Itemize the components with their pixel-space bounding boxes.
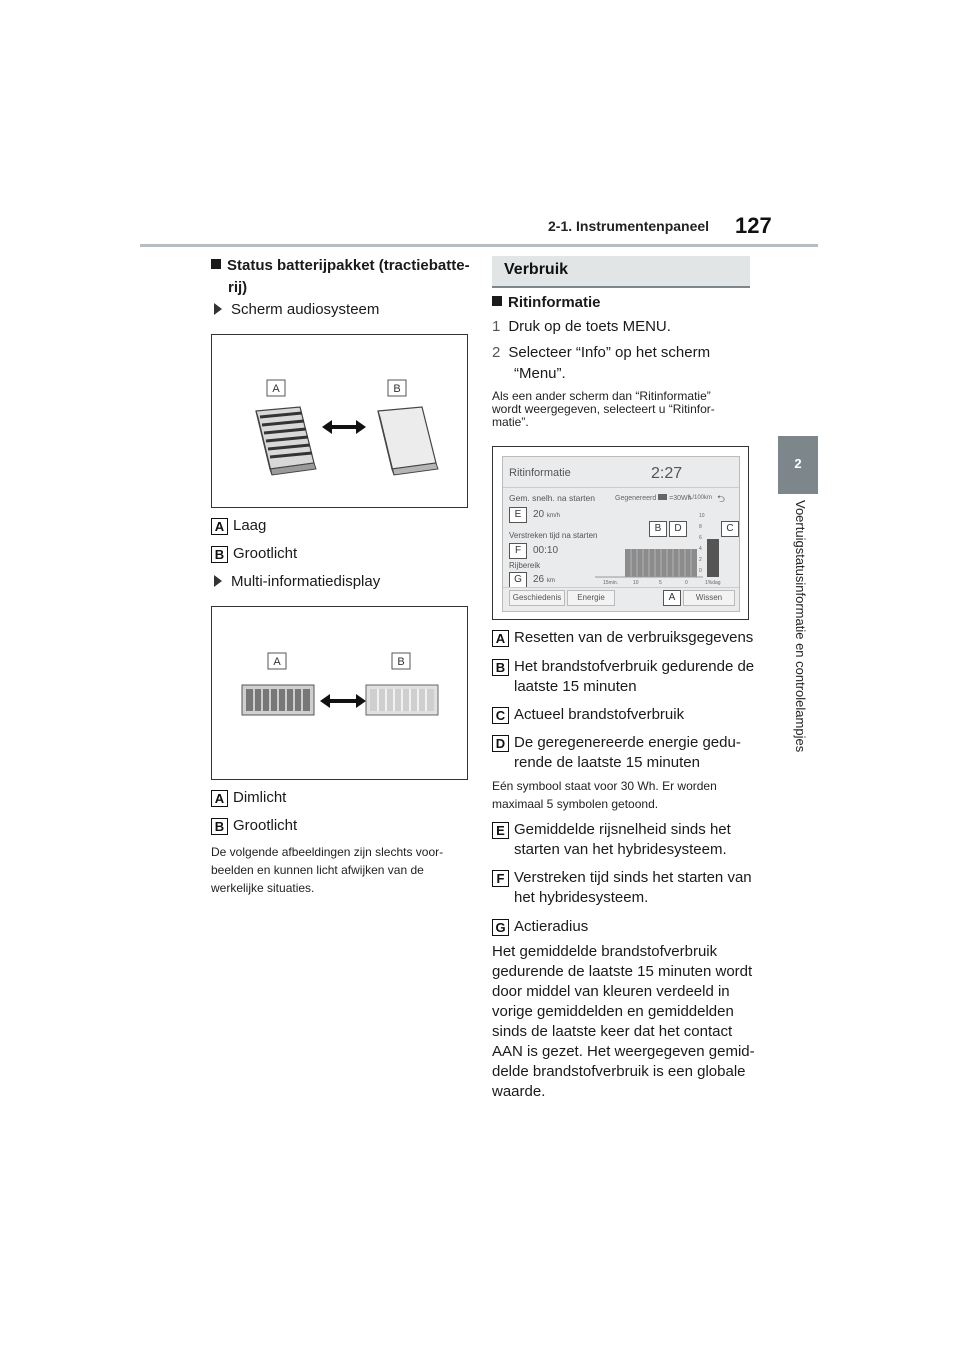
screen-callout-d: D: [669, 521, 687, 537]
range-value: 26 km: [533, 574, 555, 585]
chapter-tab: 2: [778, 436, 818, 494]
back-icon[interactable]: ⮌: [717, 494, 726, 505]
info-note-line3: matie”.: [492, 415, 529, 429]
x-axis-5: 5: [659, 580, 662, 585]
button-bar-divider: [503, 587, 739, 588]
energy-button[interactable]: Energie: [567, 590, 615, 606]
regen-symbol-icon: [658, 494, 667, 500]
summary-line4: vorige gemiddelden en gemiddelden: [492, 1003, 734, 1020]
figure-label-a-text: A: [272, 383, 280, 395]
screen-callout-a: A: [663, 590, 681, 606]
battery-status-heading: Status batterijpakket (tractiebatte-: [211, 256, 470, 276]
multi-info-title: Multi-informatiedisplay: [214, 572, 380, 592]
item-f-line2: het hybridesysteem.: [514, 889, 649, 906]
battery-low-icon: [256, 407, 316, 475]
screen-divider: [503, 487, 739, 488]
x-axis-15: 15min.: [603, 580, 619, 585]
step-1: 1 Druk op de toets MENU.: [492, 318, 671, 335]
screen-callout-b: B: [649, 521, 667, 537]
callout-c: C: [492, 707, 509, 724]
step-2-cont: “Menu”.: [514, 365, 566, 382]
section-header: 2-1. Instrumentenpaneel: [548, 218, 710, 234]
y-tick-0: 0: [699, 568, 702, 574]
battery-bright-icon: [366, 685, 438, 715]
figure-label-b-text: B: [393, 383, 401, 395]
callout-f: F: [492, 870, 509, 887]
mid-label-b-desc: Grootlicht: [233, 817, 298, 834]
summary-line5: sinds de laatste keer dat het contact: [492, 1023, 733, 1040]
callout-a: A: [492, 630, 509, 647]
screen-callout-g: G: [509, 572, 527, 588]
summary-line1: Het gemiddelde brandstofverbruik: [492, 943, 718, 960]
audio-label-b: Grootlicht: [233, 545, 298, 562]
current-consumption-bar: [707, 539, 719, 577]
callout-d: D: [492, 735, 509, 752]
trip-info-screen: [502, 456, 740, 612]
x-axis-10: 10: [633, 580, 639, 585]
elapsed-value: 00:10: [533, 545, 559, 556]
multi-info-figure: [211, 606, 468, 780]
callout-g: G: [492, 919, 509, 936]
y-tick-4: 4: [699, 546, 702, 552]
fuel-unit: L/100km: [689, 495, 713, 501]
item-a-reset: Resetten van de verbruiksgegevens: [514, 629, 754, 646]
y-tick-6: 6: [699, 535, 702, 541]
section-heading-verbruik: Verbruik: [492, 256, 750, 288]
item-e-line2: starten van het hybridesysteem.: [514, 841, 727, 858]
chapter-title: Voertuigstatusinformatie en controlelampjes: [793, 500, 808, 753]
callout-b: B: [492, 659, 509, 676]
battery-full-icon: [378, 407, 438, 475]
regen-label: Gegenereerd =30Wh: [615, 495, 692, 502]
reset-button[interactable]: Wissen: [683, 590, 735, 606]
step-2: 2 Selecteer “Info” op het scherm: [492, 344, 711, 361]
item-b-line1: Het brandstofverbruik gedurende de: [514, 658, 755, 675]
item-d-line1: De geregenereerde energie gedu-: [514, 734, 741, 751]
item-f-line1: Verstreken tijd sinds het starten van: [514, 869, 752, 886]
trip-info-screen-figure: [492, 446, 749, 620]
screen-callout-f: F: [509, 543, 527, 559]
page-number: 127: [735, 213, 772, 238]
screen-callout-c: C: [721, 521, 739, 537]
audio-label-a: Laag: [233, 517, 267, 534]
item-d-line2: rende de laatste 15 minuten: [514, 754, 700, 771]
item-b-line2: laatste 15 minuten: [514, 678, 637, 695]
triangle-bullet-icon: [214, 303, 222, 315]
battery-status-heading-cont: rij): [228, 279, 248, 296]
avg-speed-label: Gem. snelh. na starten: [509, 493, 595, 503]
example-note-line1: De volgende afbeeldingen zijn slechts voor-: [211, 845, 444, 859]
battery-illustration-audio: [212, 335, 467, 507]
screen-time: 2:27: [651, 465, 683, 482]
item-e-line1: Gemiddelde rijsnelheid sinds het: [514, 821, 731, 838]
x-axis-0: 0: [685, 580, 688, 585]
speed-value: 20 km/h: [533, 509, 560, 520]
double-arrow-icon: [320, 694, 366, 708]
battery-dim-icon: [242, 685, 314, 715]
triangle-bullet-icon: [214, 575, 222, 587]
audio-screen-title: Scherm audiosysteem: [214, 300, 379, 320]
screen-callout-e: E: [509, 507, 527, 523]
symbol-note-line2: maximaal 5 symbolen getoond.: [492, 797, 659, 811]
callout-a-audio: A: [211, 518, 228, 535]
mid-label-a-desc: Dimlicht: [233, 789, 287, 806]
battery-illustration-mid: [212, 607, 467, 779]
double-arrow-icon: [322, 420, 366, 434]
summary-line6: AAN is gezet. Het weergegeven gemid-: [492, 1043, 755, 1060]
summary-line3: door middel van kleuren verdeeld in: [492, 983, 730, 1000]
summary-line7: delde brandstofverbruik is een globale: [492, 1063, 746, 1080]
example-note-line3: werkelijke situaties.: [211, 881, 315, 895]
screen-title: Ritinformatie: [509, 467, 571, 479]
item-c-current: Actueel brandstofverbruik: [514, 706, 685, 723]
item-g-range: Actieradius: [514, 918, 589, 935]
example-note-line2: beelden en kunnen licht afwijken van de: [211, 863, 424, 877]
square-bullet-icon: [211, 259, 221, 269]
y-tick-10: 10: [699, 513, 705, 519]
mid-label-a-text: A: [273, 656, 281, 668]
y-tick-8: 8: [699, 524, 702, 530]
info-note-line2: wordt weergegeven, selecteert u “Ritinfor-: [492, 402, 715, 416]
callout-b-mid: B: [211, 818, 228, 835]
callout-a-mid: A: [211, 790, 228, 807]
trip-info-heading: Ritinformatie: [492, 293, 601, 313]
callout-e: E: [492, 822, 509, 839]
range-label: Rijbereik: [509, 561, 541, 570]
callout-b-audio: B: [211, 546, 228, 563]
square-bullet-icon: [492, 296, 502, 306]
x-axis-unit: 1%dag: [705, 580, 721, 585]
info-note-line1: Als een ander scherm dan “Ritinformatie”: [492, 389, 711, 403]
symbol-note-line1: Eén symbool staat voor 30 Wh. Er worden: [492, 779, 717, 793]
elapsed-label: Verstreken tijd na starten: [509, 531, 598, 540]
y-tick-2: 2: [699, 557, 702, 563]
history-button[interactable]: Geschiedenis: [509, 590, 565, 606]
mid-label-b-text: B: [397, 656, 405, 668]
summary-line2: gedurende de laatste 15 minuten wordt: [492, 963, 753, 980]
summary-line8: waarde.: [492, 1083, 546, 1100]
audio-screen-figure: [211, 334, 468, 508]
header-divider: [140, 244, 818, 247]
